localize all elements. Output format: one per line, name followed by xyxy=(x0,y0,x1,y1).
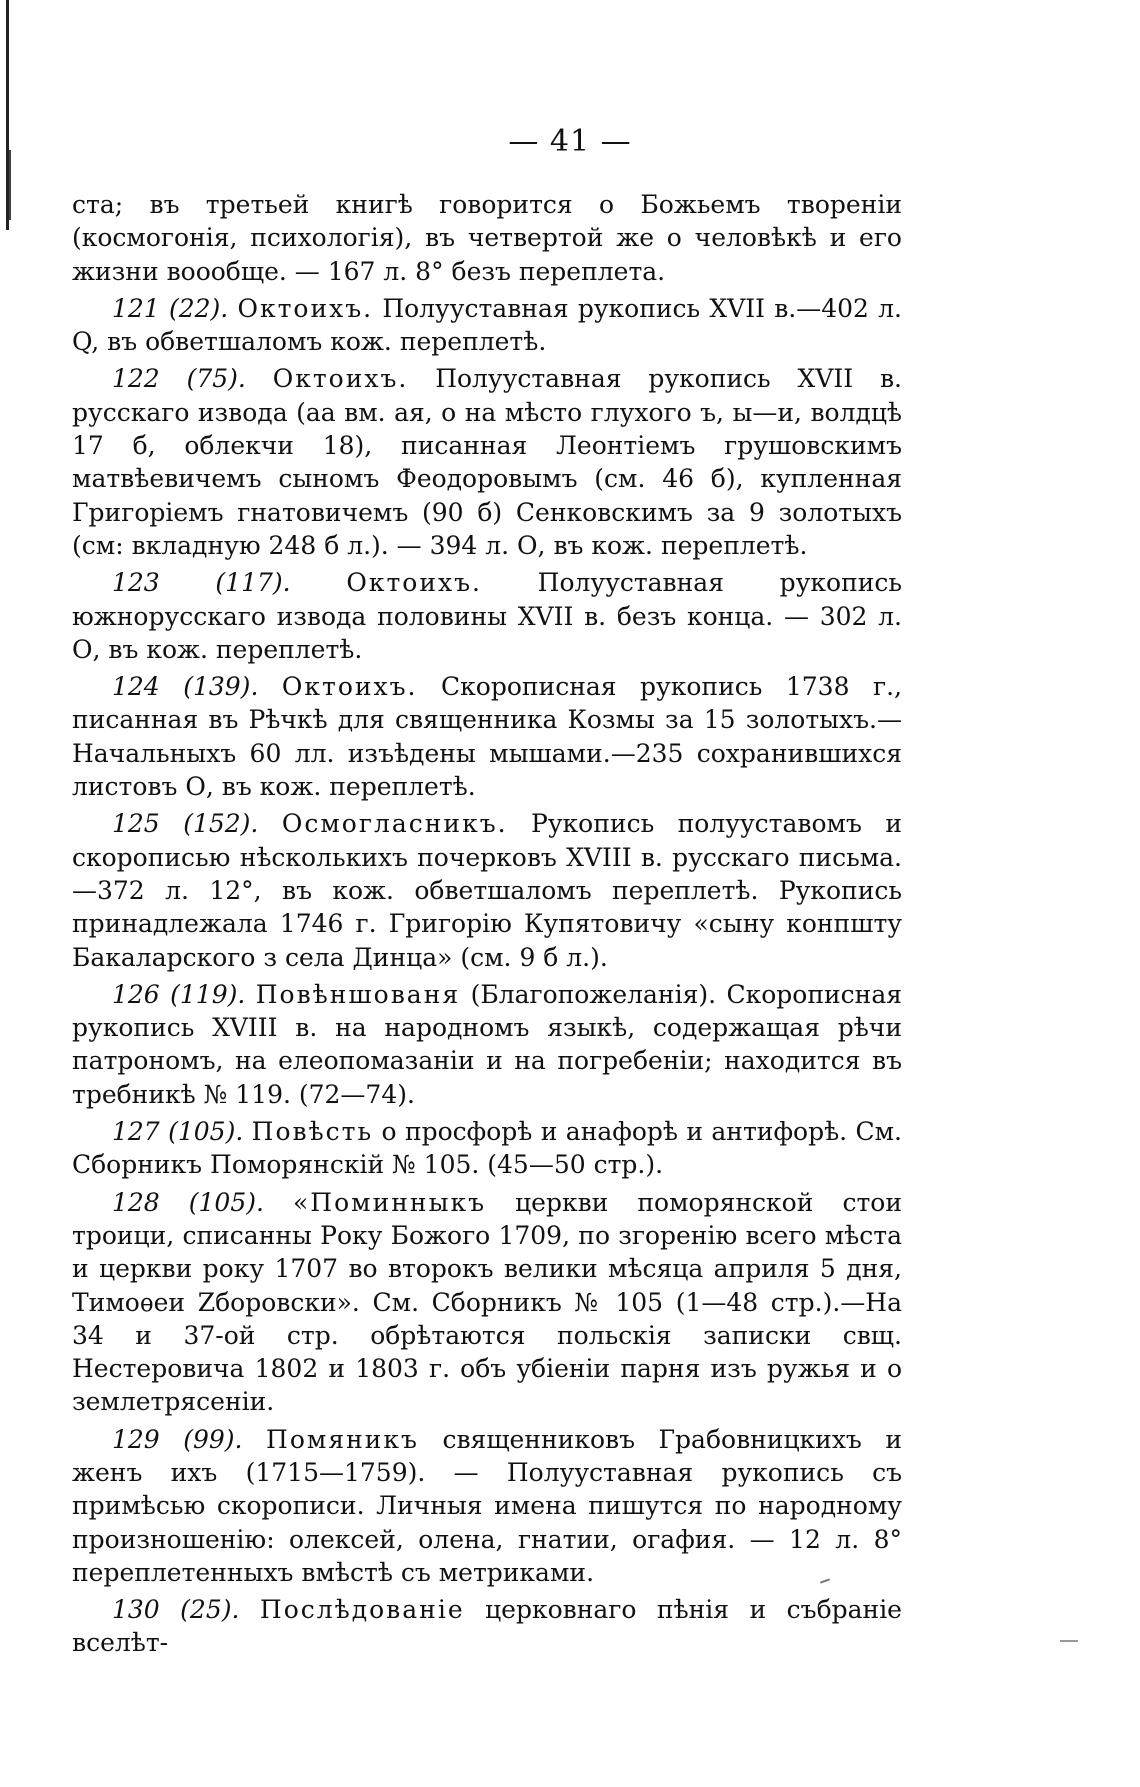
entry-number: 129 (99). xyxy=(112,1424,243,1454)
catalog-entry xyxy=(72,807,902,973)
entry-title: Осмогласникъ. xyxy=(281,809,508,839)
entry-text: церковнаго пѣнія и събраніе вселѣт- xyxy=(72,1595,902,1658)
entry-title: Октоихъ. xyxy=(237,293,374,323)
text-body xyxy=(72,188,902,1664)
entry-continuation: ста; въ третьей книгѣ говорится о Божьемъ твореніи (космогонія, психологія), въ четвертой же о человѣкѣ и его жизни воообще. — 167 л. 8° безъ переплета. xyxy=(72,190,902,286)
catalog-entry xyxy=(72,362,902,562)
entry-text: (Благопожеланія). Скорописная рукопись XVIII в. на народномъ языкѣ, содержащая рѣчи патрономъ, на елеопомазаніи и на погребеніи; находится въ требникѣ № 119. (72—74). xyxy=(72,979,902,1109)
catalog-entry xyxy=(72,1593,902,1660)
scan-speck xyxy=(1060,1640,1078,1642)
catalog-entry xyxy=(72,292,902,359)
entry-number: 126 (119). xyxy=(112,979,246,1009)
entry-title: Октоихъ. xyxy=(272,364,409,394)
entry-title: Послѣдованіе xyxy=(259,1595,465,1625)
entry-text: священниковъ Грабовницкихъ и женъ ихъ (1715—1759). — Полууставная рукопись съ примѣсью скорописи. Личныя имена пишутся по народному произношенію: олексей, олена, гнатии, огафия. — 12 л. 8° переплетенныхъ вмѣстѣ съ метриками. xyxy=(72,1424,903,1587)
entry-title: Октоихъ. xyxy=(346,568,482,598)
entry-number: 128 (105). xyxy=(112,1187,264,1217)
entry-title: Октоихъ. xyxy=(281,672,418,702)
entry-text: Полууставная рукопись южнорусскаго извода половины XVII в. безъ конца. — 302 л. О, въ кож. переплетѣ. xyxy=(72,568,903,664)
catalog-entry xyxy=(72,670,902,803)
catalog-entry xyxy=(72,1423,902,1589)
entry-title: Помяникъ xyxy=(266,1424,419,1454)
scan-edge-line-2 xyxy=(9,150,11,220)
entry-title: «Поминныкъ xyxy=(293,1187,487,1217)
entry-text: Полууставная рукопись XVII в.—402 л. Q, въ обветшаломъ кож. переплетѣ. xyxy=(72,293,903,357)
entry-title: Повѣншованя xyxy=(255,979,461,1009)
page-number: — 41 — xyxy=(508,124,632,159)
entry-text: Полууставная рукопись XVII в. русскаго извода (аа вм. ая, о на мѣсто глухого ъ, ы—и, волдцѣ 17 б, облекчи 18), писанная Леонтіемъ грушовскимъ матвѣевичемъ сыномъ Феодоровымъ (см. 46 б), купленная Григоріемъ гнатовичемъ (90 б) Сенковскимъ за 9 золотыхъ (см: вкладную 248 б л.). — 394 л. О, въ кож. переплетѣ. xyxy=(72,364,902,560)
entry-number: 130 (25). xyxy=(112,1595,240,1625)
entry-text: Скорописная рукопись 1738 г., писанная въ Рѣчкѣ для священника Козмы за 15 золотыхъ.— Начальныхъ 60 лл. изъѣдены мышами.—235 сохранившихся листовъ О, въ кож. переплетѣ. xyxy=(72,672,902,802)
entry-text: церкви поморянской стои троици, списанны Року Божого 1709, по згоренію всего мѣста и церкви року 1707 во второкъ велики мѣсяца априля 5 дня, Тимоѳеи Zборовски». См. Сборникъ № 105 (1—48 стр.).—На 34 и 37-ой стр. обрѣтаются польскія записки свщ. Нестеровича 1802 и 1803 г. объ убіеніи парня изъ ружья и о землетрясеніи. xyxy=(72,1187,902,1417)
entry-title: Повѣсть xyxy=(251,1117,374,1147)
entry-number: 123 (117). xyxy=(112,568,291,598)
entry-text: о просфорѣ и анафорѣ и антифорѣ. См. Сборникъ Поморянскій № 105. (45—50 стр.). xyxy=(72,1117,903,1180)
entry-number: 122 (75). xyxy=(112,364,246,394)
catalog-entry xyxy=(72,566,902,666)
catalog-entry xyxy=(72,1115,902,1182)
entry-number: 125 (152). xyxy=(112,809,259,839)
catalog-entry xyxy=(72,1186,902,1419)
entry-number: 127 (105). xyxy=(112,1117,244,1147)
entry-number: 121 (22). xyxy=(112,293,229,323)
entry-text: Рукопись полууставомъ и скорописью нѣсколькихъ почерковъ XVIII в. русскаго письма.—372 л. 12°, въ кож. обветшаломъ переплетѣ. Рукопись принадлежала 1746 г. Григорію Купятовичу «сыну конпшту Бакаларского з села Динца» (см. 9 б л.). xyxy=(72,809,903,972)
entry-number: 124 (139). xyxy=(112,672,259,702)
catalog-entry xyxy=(72,978,902,1111)
